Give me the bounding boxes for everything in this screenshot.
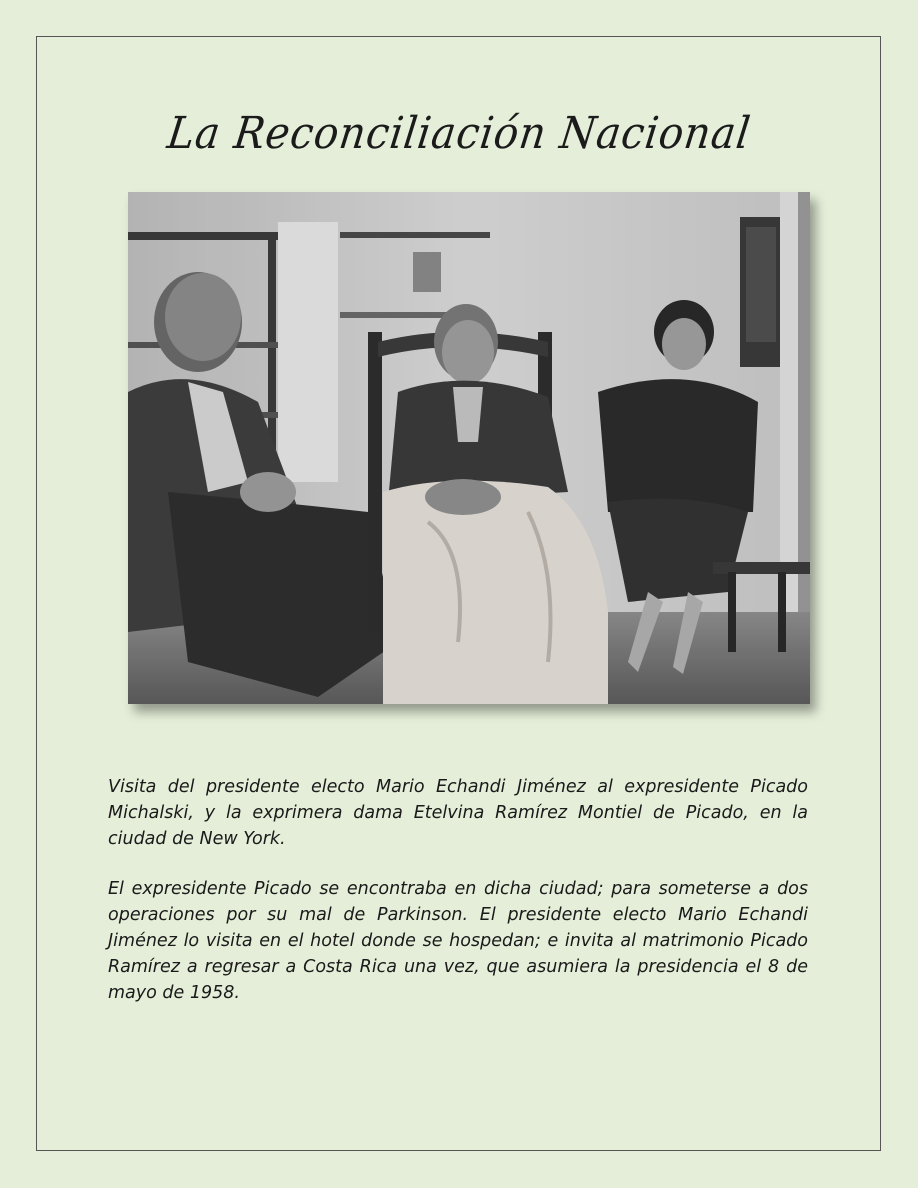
caption-paragraph-2: El expresidente Picado se encontraba en dicha ciudad; para someterse a dos operaciones por su mal de Parkinson. El presidente electo Mario Echandi Jiménez lo visita en el hotel donde se hospedan; e invita al matrimonio Picado Ramírez a regresar a Costa Rica una vez, que asumiera la presidencia el 8 de mayo de 1958. xyxy=(108,879,808,1003)
photo-illustration xyxy=(128,192,810,704)
caption-paragraph-1: Visita del presidente electo Mario Echandi Jiménez al expresidente Picado Michalski, y la exprimera dama Etelvina Ramírez Montiel de Picado, en la ciudad de New York. xyxy=(108,777,808,849)
historical-photo xyxy=(128,192,810,704)
page-title: La Reconciliación Nacional xyxy=(164,108,754,159)
